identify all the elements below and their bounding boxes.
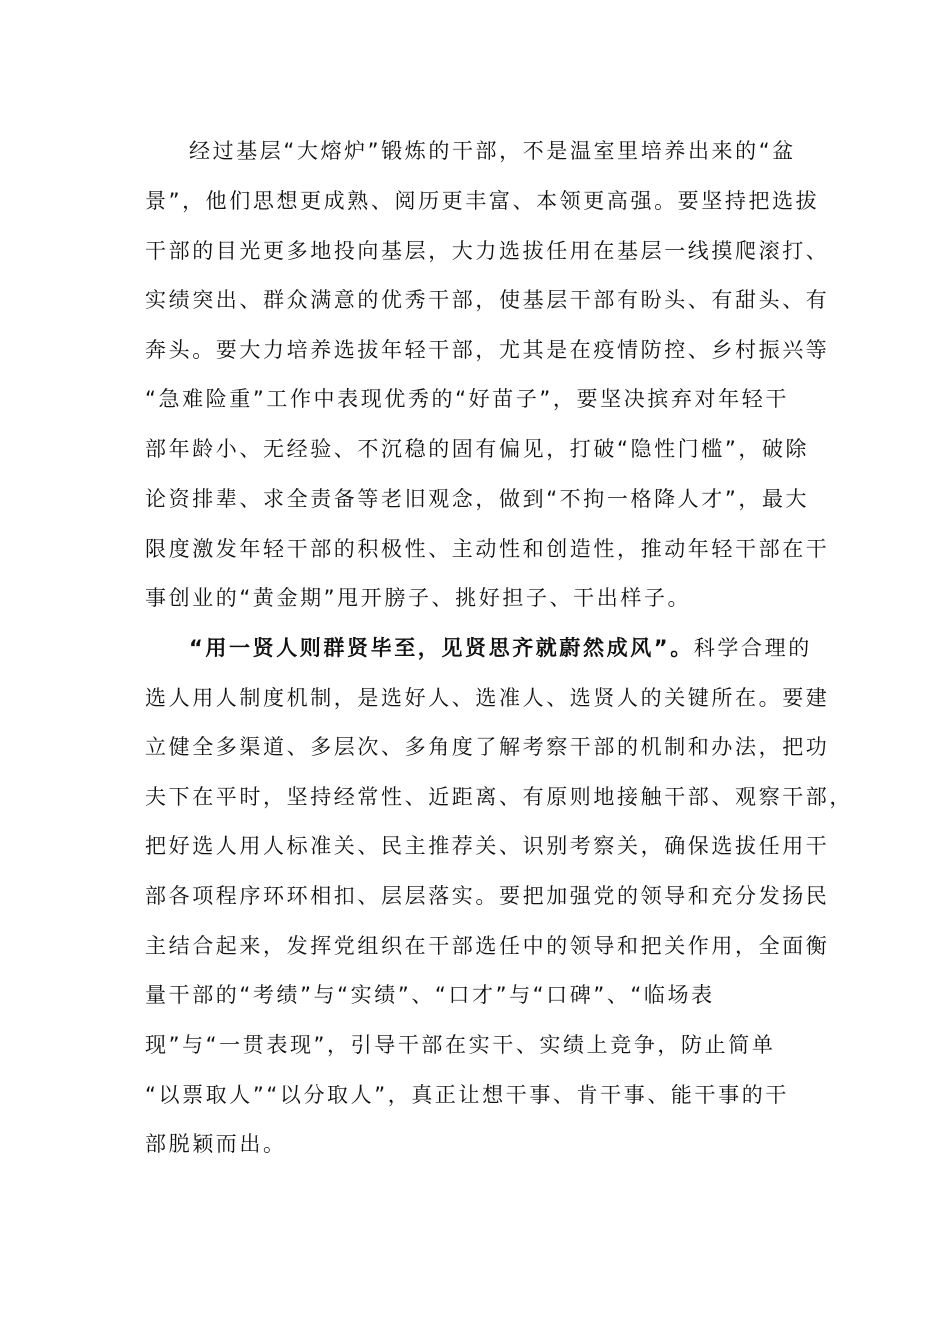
- paragraph-2-line-4: 夫下在平时，坚持经常性、近距离、有原则地接触干部、观察干部，: [145, 785, 853, 809]
- paragraph-2-line-10: “以票取人”“以分取人”，真正让想干事、肯干事、能干事的干: [145, 1083, 789, 1107]
- paragraph-1-line-1: 经过基层“大熔炉”锻炼的干部，不是温室里培养出来的“盆: [189, 139, 796, 163]
- paragraph-2-line-11: 部脱颖而出。: [145, 1132, 287, 1156]
- paragraph-1-line-7: 部年龄小、无经验、不沉稳的固有偏见，打破“隐性门槛”，破除: [145, 437, 810, 461]
- paragraph-2-line-7: 主结合起来，发挥党组织在干部选任中的领导和把关作用，全面衡: [145, 934, 830, 958]
- paragraph-1-line-8: 论资排辈、求全责备等老旧观念，做到“不拘一格降人才”，最大: [145, 487, 810, 511]
- paragraph-1-line-4: 实绩突出、群众满意的优秀干部，使基层干部有盼头、有甜头、有: [145, 288, 830, 312]
- paragraph-2-line-1: [189, 633, 812, 663]
- paragraph-2-first-line-rest: 科学合理的: [693, 636, 812, 660]
- paragraph-1-line-5: 奔头。要大力培养选拔年轻干部，尤其是在疫情防控、乡村振兴等: [145, 338, 830, 362]
- paragraph-1-line-2: 景”，他们思想更成熟、阅历更丰富、本领更高强。要坚持把选拔: [145, 189, 820, 213]
- paragraph-1-line-3: 干部的目光更多地投向基层，大力选拔任用在基层一线摸爬滚打、: [145, 239, 830, 263]
- paragraph-1-line-10: 事创业的“黄金期”甩开膀子、挑好担子、干出样子。: [145, 586, 692, 610]
- paragraph-2-line-3: 立健全多渠道、多层次、多角度了解考察干部的机制和办法，把功: [145, 735, 830, 759]
- paragraph-2-heading: “用一贤人则群贤毕至，见贤思齐就蔚然成风”。: [189, 636, 694, 660]
- paragraph-2-line-8: 量干部的“考绩”与“实绩”、“口才”与“口碑”、“临场表: [145, 983, 715, 1007]
- paragraph-2-line-2: 选人用人制度机制，是选好人、选准人、选贤人的关键所在。要建: [145, 686, 830, 710]
- paragraph-1-line-6: “急难险重”工作中表现优秀的“好苗子”，要坚决摈弃对年轻干: [145, 387, 789, 411]
- paragraph-2-line-6: 部各项程序环环相扣、层层落实。要把加强党的领导和充分发扬民: [145, 884, 830, 908]
- paragraph-1-line-9: 限度激发年轻干部的积极性、主动性和创造性，推动年轻干部在干: [145, 537, 830, 561]
- paragraph-2-line-9: 现”与“一贯表现”，引导干部在实干、实绩上竞争，防止简单: [145, 1033, 776, 1057]
- paragraph-2-line-5: 把好选人用人标准关、民主推荐关、识别考察关，确保选拔任用干: [145, 834, 830, 858]
